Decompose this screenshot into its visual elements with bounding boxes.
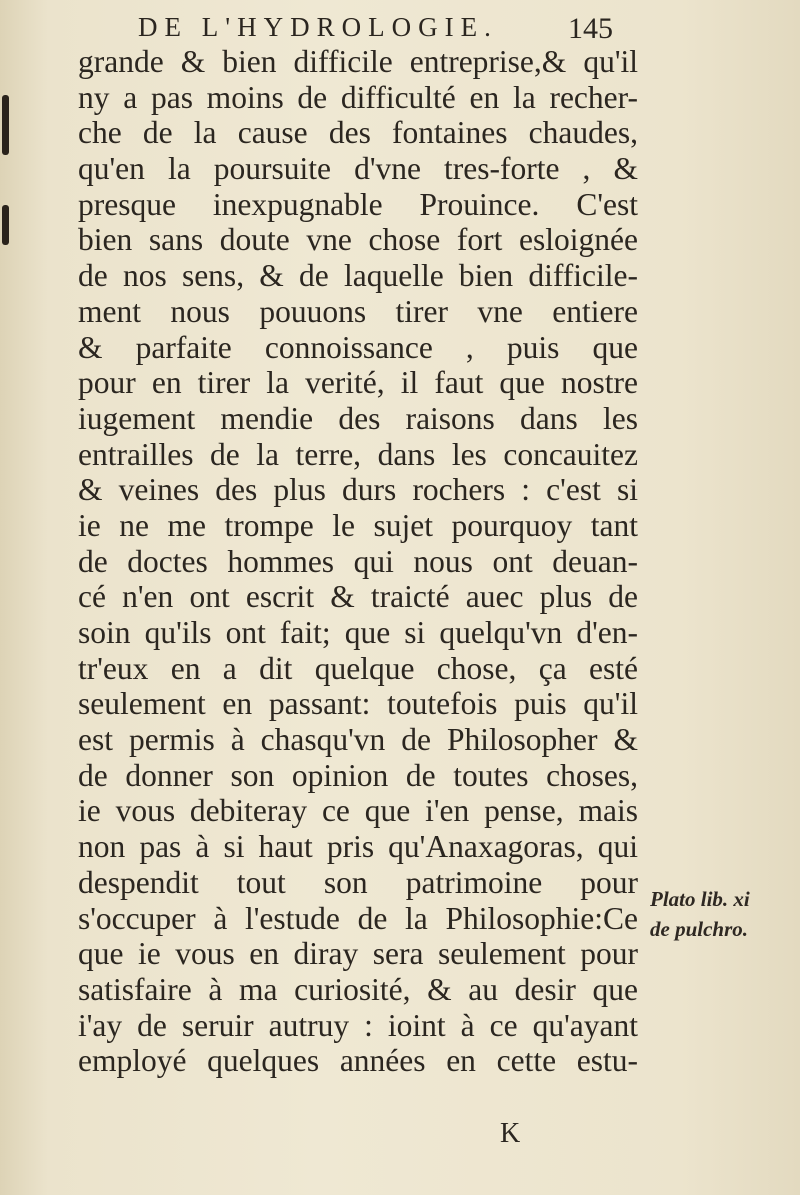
body-text (78, 44, 638, 1079)
text-line: entrailles de la terre, dans les concauitez (78, 436, 638, 472)
marginal-note-line: de pulchro. (650, 917, 749, 941)
text-line: qu'en la poursuite d'vne tres-forte , & (78, 151, 638, 187)
text-line: seulement en passant: toutefois puis qu'il (78, 686, 638, 722)
text-line: ie ne me trompe le sujet pourquoy tant (78, 507, 638, 543)
text-line: de doctes hommes qui nous ont deuan- (78, 543, 638, 579)
text-line: iugement mendie des raisons dans les (78, 400, 638, 436)
text-line: ie vous debiteray ce que i'en pense, mais (78, 793, 638, 829)
text-line: & veines des plus durs rochers : c'est si (78, 472, 638, 508)
text-line: & parfaite connoissance , puis que (78, 329, 638, 365)
text-line: satisfaire à ma curiosité, & au desir que (78, 971, 638, 1007)
text-line: despendit tout son patrimoine pour (78, 864, 638, 900)
text-line: soin qu'ils ont fait; que si quelqu'vn d'en- (78, 615, 638, 650)
text-line: ny a pas moins de difficulté en la recher- (78, 79, 638, 115)
text-line: non pas à si haut pris qu'Anaxagoras, qui (78, 829, 638, 865)
text-line: grande & bien difficile entreprise,& qu'il (78, 44, 638, 79)
text-line: i'ay de seruir autruy : ioint à ce qu'ayant (78, 1007, 638, 1043)
marginal-note (650, 884, 780, 944)
text-line: pour en tirer la verité, il faut que nostre (78, 365, 638, 401)
text-line: que ie vous en diray sera seulement pour (78, 936, 638, 972)
text-line: tr'eux en a dit quelque chose, ça esté (78, 650, 638, 686)
signature-mark: K (500, 1118, 521, 1149)
marginal-note-line: Plato lib. xi (650, 887, 750, 911)
text-line: che de la cause des fontaines chaudes, (78, 115, 638, 151)
text-line: cé n'en ont escrit & traicté auec plus de (78, 579, 638, 615)
text-line: est permis à chasqu'vn de Philosopher & (78, 722, 638, 758)
text-line: de donner son opinion de toutes choses, (78, 757, 638, 793)
text-line: de nos sens, & de laquelle bien difficile- (78, 258, 638, 294)
text-line: ment nous pouuons tirer vne entiere (78, 293, 638, 329)
text-line: presque inexpugnable Prouince. C'est (78, 186, 638, 222)
binding-shadow (2, 205, 9, 245)
text-line: s'occuper à l'estude de la Philosophie:Ce (78, 900, 638, 936)
text-line: bien sans doute vne chose fort esloignée (78, 222, 638, 258)
page-number: 145 (568, 12, 613, 45)
text-line: employé quelques années en cette estu- (78, 1043, 638, 1079)
binding-shadow (2, 95, 9, 155)
running-head: DE L'HYDROLOGIE. (138, 12, 498, 42)
